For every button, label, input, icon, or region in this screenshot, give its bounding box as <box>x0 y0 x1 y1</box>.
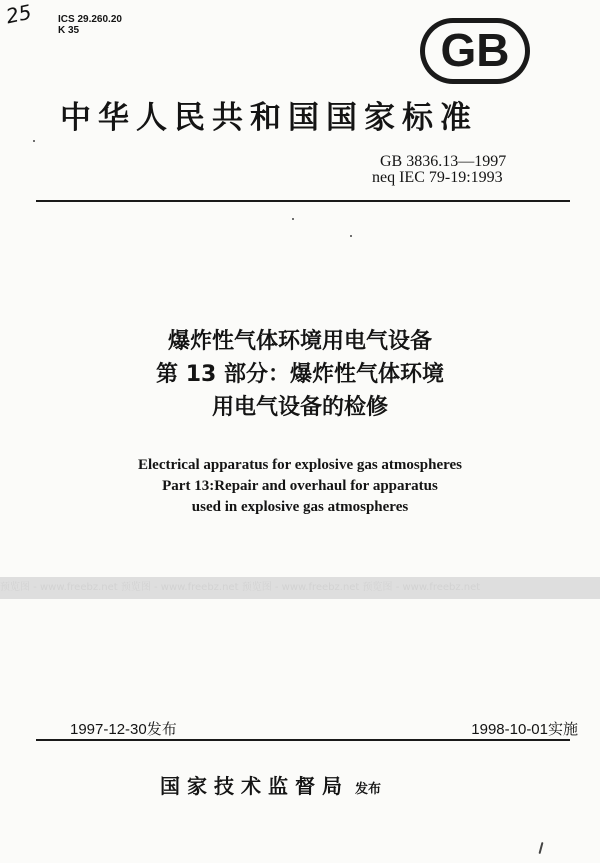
bottom-divider <box>36 739 570 741</box>
chinese-title-line-3: 用电气设备的检修 <box>211 395 388 420</box>
gb-number: GB 3836.13—1997 <box>380 153 507 170</box>
equivalent-standard: neq IEC 79-19:1993 <box>372 169 503 186</box>
handwritten-mark: 25 <box>3 0 34 29</box>
gb-logo <box>420 18 530 84</box>
implementation-date: 1998-10-01实施 <box>471 721 578 738</box>
ics-code: ICS 29.260.20 <box>58 14 122 25</box>
chinese-title-line-2: 第 13 部分：爆炸性气体环境 <box>156 362 444 387</box>
issue-date: 1997-12-30发布 <box>70 721 177 738</box>
chinese-title <box>0 325 600 424</box>
standard-type-title: 中华人民共和国国家标准 <box>60 100 478 136</box>
gb-logo-text: GB <box>440 24 510 76</box>
classification-codes <box>58 14 122 36</box>
ccs-code: K 35 <box>58 25 80 36</box>
scan-speck <box>538 842 543 854</box>
scan-speck <box>350 235 352 237</box>
english-title-line-3: used in explosive gas atmospheres <box>191 499 409 515</box>
preview-watermark-band: 预览图 - www.freebz.net 预览图 - www.freebz.net 预览图 - www.freebz.net 预览图 - www.freebz.net <box>0 577 600 599</box>
scan-speck <box>292 218 294 220</box>
english-title-line-1: Electrical apparatus for explosive gas atmospheres <box>137 457 462 473</box>
top-divider <box>36 200 570 202</box>
english-title <box>0 455 600 518</box>
issuer-suffix: 发布 <box>355 782 382 797</box>
issuer-name: 国家技术监督局 <box>160 774 349 798</box>
chinese-title-line-1: 爆炸性气体环境用电气设备 <box>167 329 432 354</box>
issuing-authority <box>160 770 381 799</box>
scan-speck <box>33 140 35 142</box>
english-title-line-2: Part 13:Repair and overhaul for apparatus <box>162 478 438 494</box>
standard-codes <box>372 154 506 186</box>
